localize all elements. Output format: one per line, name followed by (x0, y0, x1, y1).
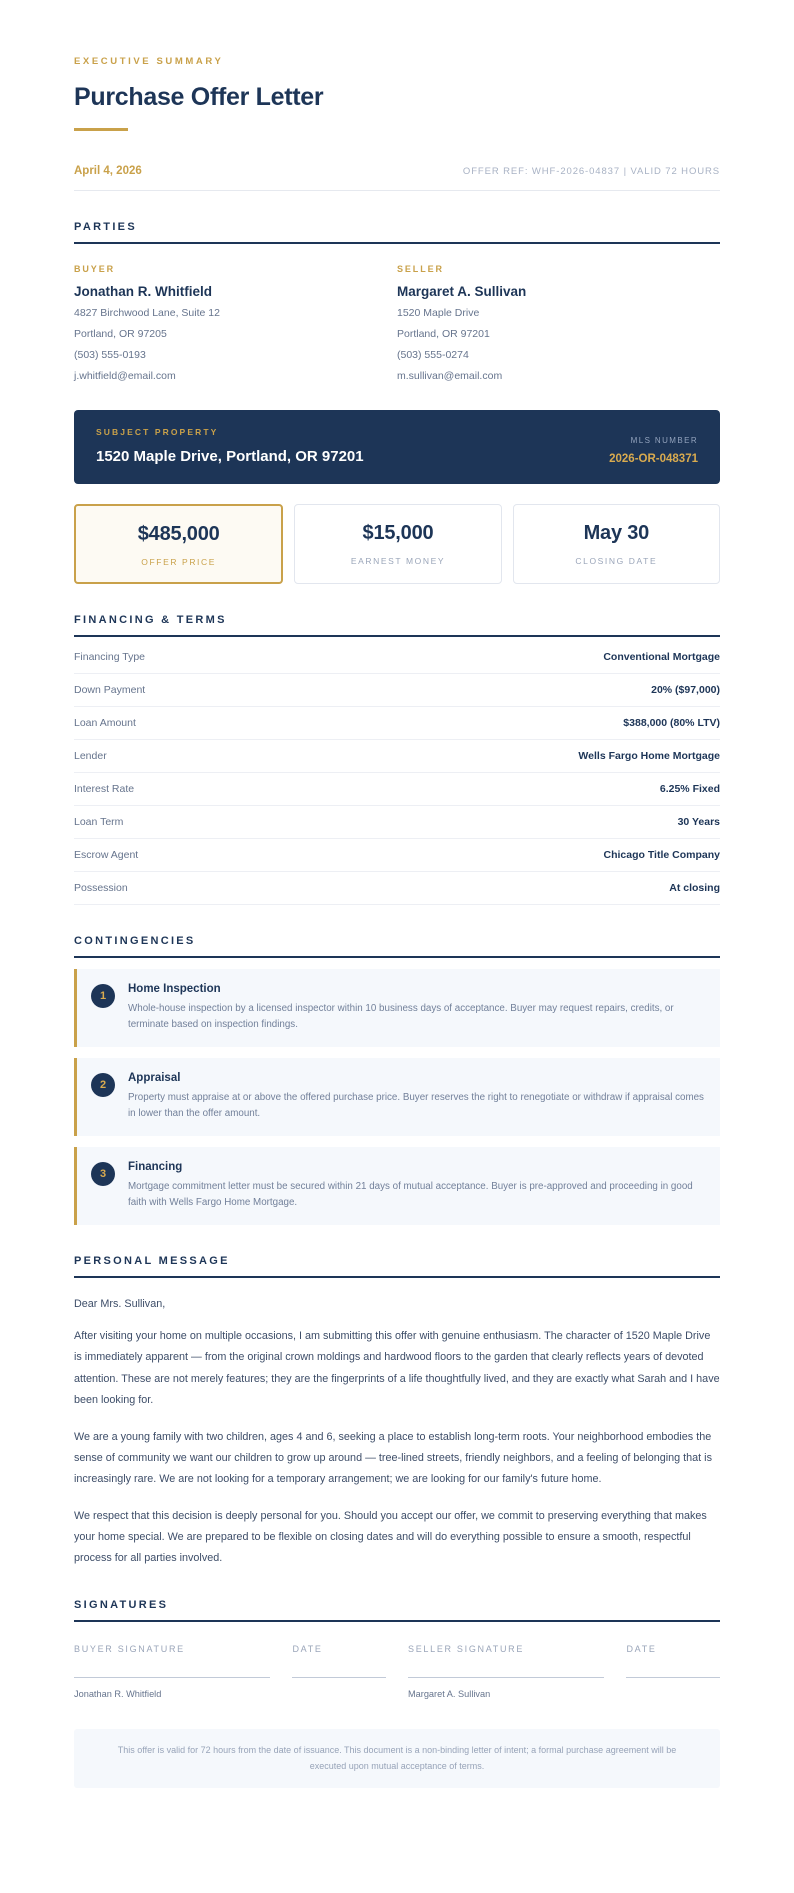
contingency-number-badge: 2 (91, 1073, 115, 1097)
table-row (74, 740, 720, 773)
seller-address-line1: 1520 Maple Drive (397, 307, 480, 319)
signature-line (74, 1677, 270, 1678)
list-item (74, 1058, 720, 1136)
key-metrics-row (74, 504, 720, 584)
term-key: Loan Term (74, 815, 124, 828)
metric-label: OFFER PRICE (141, 556, 217, 567)
buyer-email: j.whitfield@email.com (74, 370, 176, 383)
seller-phone: (503) 555-0274 (397, 349, 469, 362)
contingencies-list (74, 969, 720, 1226)
title-rule-divider (74, 128, 128, 131)
buyer-signature-label: BUYER SIGNATURE (74, 1643, 185, 1654)
metric-label: CLOSING DATE (575, 555, 658, 566)
metric-card-offer-price (74, 504, 283, 584)
seller-address-line2: Portland, OR 97201 (397, 328, 490, 341)
seller-signature-name: Margaret A. Sullivan (408, 1688, 491, 1699)
seller-signature-field[interactable] (408, 1644, 604, 1699)
buyer-phone: (503) 555-0193 (74, 349, 146, 362)
contingency-number-badge: 3 (91, 1162, 115, 1186)
signature-line (292, 1677, 386, 1678)
mls-number-value: 2026-OR-048371 (609, 452, 698, 465)
term-value: 20% ($97,000) (651, 683, 720, 696)
term-value: At closing (669, 881, 720, 894)
subject-property-label: SUBJECT PROPERTY (96, 426, 219, 437)
seller-signature-label: SELLER SIGNATURE (408, 1643, 525, 1654)
table-row (74, 641, 720, 674)
seller-date-field[interactable] (626, 1644, 720, 1699)
term-key: Down Payment (74, 683, 146, 696)
table-row (74, 674, 720, 707)
financing-section-title: FINANCING & TERMS (74, 614, 720, 637)
message-greeting: Dear Mrs. Sullivan, (74, 1298, 166, 1311)
term-key: Escrow Agent (74, 848, 139, 861)
term-value: Wells Fargo Home Mortgage (578, 749, 720, 762)
buyer-address-line1: 4827 Birchwood Lane, Suite 12 (74, 307, 220, 319)
document-header (74, 56, 720, 191)
subject-property-right (609, 436, 698, 465)
seller-label: SELLER (397, 264, 444, 274)
parties-columns (74, 264, 720, 384)
page-title: Purchase Offer Letter (74, 83, 324, 111)
contingency-body (128, 1161, 704, 1211)
term-key: Interest Rate (74, 782, 135, 795)
contingency-title: Financing (128, 1161, 183, 1174)
buyer-label: BUYER (74, 264, 116, 274)
eyebrow-label: EXECUTIVE SUMMARY (74, 56, 224, 67)
financing-terms-table (74, 641, 720, 905)
contingency-body (128, 983, 704, 1033)
subject-property-banner (74, 410, 720, 484)
table-row (74, 839, 720, 872)
metric-card-earnest-money (294, 504, 501, 584)
list-item (74, 969, 720, 1047)
financing-section (74, 614, 720, 905)
term-key: Financing Type (74, 650, 146, 663)
signature-line (626, 1677, 720, 1678)
term-value: Conventional Mortgage (603, 650, 720, 663)
mls-number-label: MLS NUMBER (630, 435, 698, 445)
table-row (74, 872, 720, 905)
contingency-title: Home Inspection (128, 982, 221, 995)
contingencies-section (74, 935, 720, 1226)
signature-row (74, 1644, 720, 1699)
term-key: Lender (74, 749, 107, 762)
subject-property-address: 1520 Maple Drive, Portland, OR 97201 (96, 447, 364, 465)
personal-message-section (74, 1255, 720, 1568)
metric-value: $485,000 (137, 522, 220, 545)
contingency-body (128, 1072, 704, 1122)
signatures-section-title: SIGNATURES (74, 1599, 720, 1622)
buyer-block (74, 264, 397, 384)
metric-card-closing-date (513, 504, 720, 584)
table-row (74, 707, 720, 740)
message-paragraph: We are a young family with two children, ages 4 and 6, seeking a place to establish long-term roots. Your neighborhood embodies the sense of community we want our children to grow up around — tree-lined streets, friendly neighbors, and a feeling of belonging that is increasingly rare. We are not looking for a temporary arrangement; we are looking for our family's future home. (74, 1430, 712, 1485)
metric-label: EARNEST MONEY (350, 555, 446, 566)
seller-block (397, 264, 720, 384)
seller-email: m.sullivan@email.com (397, 370, 503, 383)
document-meta-row (74, 165, 720, 191)
offer-date: April 4, 2026 (74, 165, 142, 177)
table-row (74, 773, 720, 806)
message-paragraph: After visiting your home on multiple occasions, I am submitting this offer with genuine enthusiasm. The character of 1520 Maple Drive is immediately apparent — from the original crown moldings and hardwood floors to the garden that clearly reflects years of devoted attention. These are not merely features; they are the fingerprints of a life thoughtfully lived, and they are exactly what Sarah and I have been looking for. (74, 1330, 720, 1406)
term-value: Chicago Title Company (603, 848, 720, 861)
metric-value: May 30 (583, 521, 650, 544)
contingency-number-badge: 1 (91, 984, 115, 1008)
buyer-date-label: DATE (292, 1643, 323, 1654)
seller-name: Margaret A. Sullivan (397, 284, 527, 299)
signature-line (408, 1677, 604, 1678)
signatures-section (74, 1599, 720, 1699)
term-key: Loan Amount (74, 716, 136, 729)
metric-value: $15,000 (362, 521, 434, 544)
parties-section (74, 221, 720, 384)
parties-section-title: PARTIES (74, 221, 720, 244)
seller-date-label: DATE (626, 1643, 657, 1654)
contingency-text: Whole-house inspection by a licensed inspector within 10 business days of acceptance. Buyer may request repairs, credits, or terminate based on inspection findings. (128, 1002, 674, 1030)
contingencies-section-title: CONTINGENCIES (74, 935, 720, 958)
table-row (74, 806, 720, 839)
list-item (74, 1147, 720, 1225)
buyer-signature-field[interactable] (74, 1644, 270, 1699)
contingency-text: Mortgage commitment letter must be secured within 21 days of mutual acceptance. Buyer is pre-approved and proceeding in good faith with Wells Fargo Home Mortgage. (128, 1181, 693, 1209)
contingency-title: Appraisal (128, 1071, 181, 1084)
buyer-signature-name: Jonathan R. Whitfield (74, 1688, 162, 1699)
term-value: 30 Years (677, 815, 720, 828)
contingency-text: Property must appraise at or above the offered purchase price. Buyer reserves the right to renegotiate or withdraw if appraisal comes in lower than the offer amount. (128, 1091, 704, 1119)
personal-message-section-title: PERSONAL MESSAGE (74, 1255, 720, 1278)
term-value: 6.25% Fixed (659, 782, 720, 795)
offer-reference: OFFER REF: WHF-2026-04837 | VALID 72 HOURS (462, 166, 720, 177)
footer-disclaimer: This offer is valid for 72 hours from the date of issuance. This document is a non-binding letter of intent; a formal purchase agreement will be executed upon mutual acceptance of terms. (74, 1729, 720, 1789)
term-key: Possession (74, 881, 128, 894)
buyer-name: Jonathan R. Whitfield (74, 284, 212, 299)
subject-property-left (96, 427, 364, 465)
buyer-date-field[interactable] (292, 1644, 386, 1699)
message-paragraph: We respect that this decision is deeply personal for you. Should you accept our offer, we commit to preserving everything that makes your home special. We are prepared to be flexible on closing dates and will do everything possible to ensure a smooth, respectful process for all parties involved. (74, 1509, 707, 1564)
term-value: $388,000 (80% LTV) (623, 716, 720, 729)
buyer-address-line2: Portland, OR 97205 (74, 328, 167, 341)
